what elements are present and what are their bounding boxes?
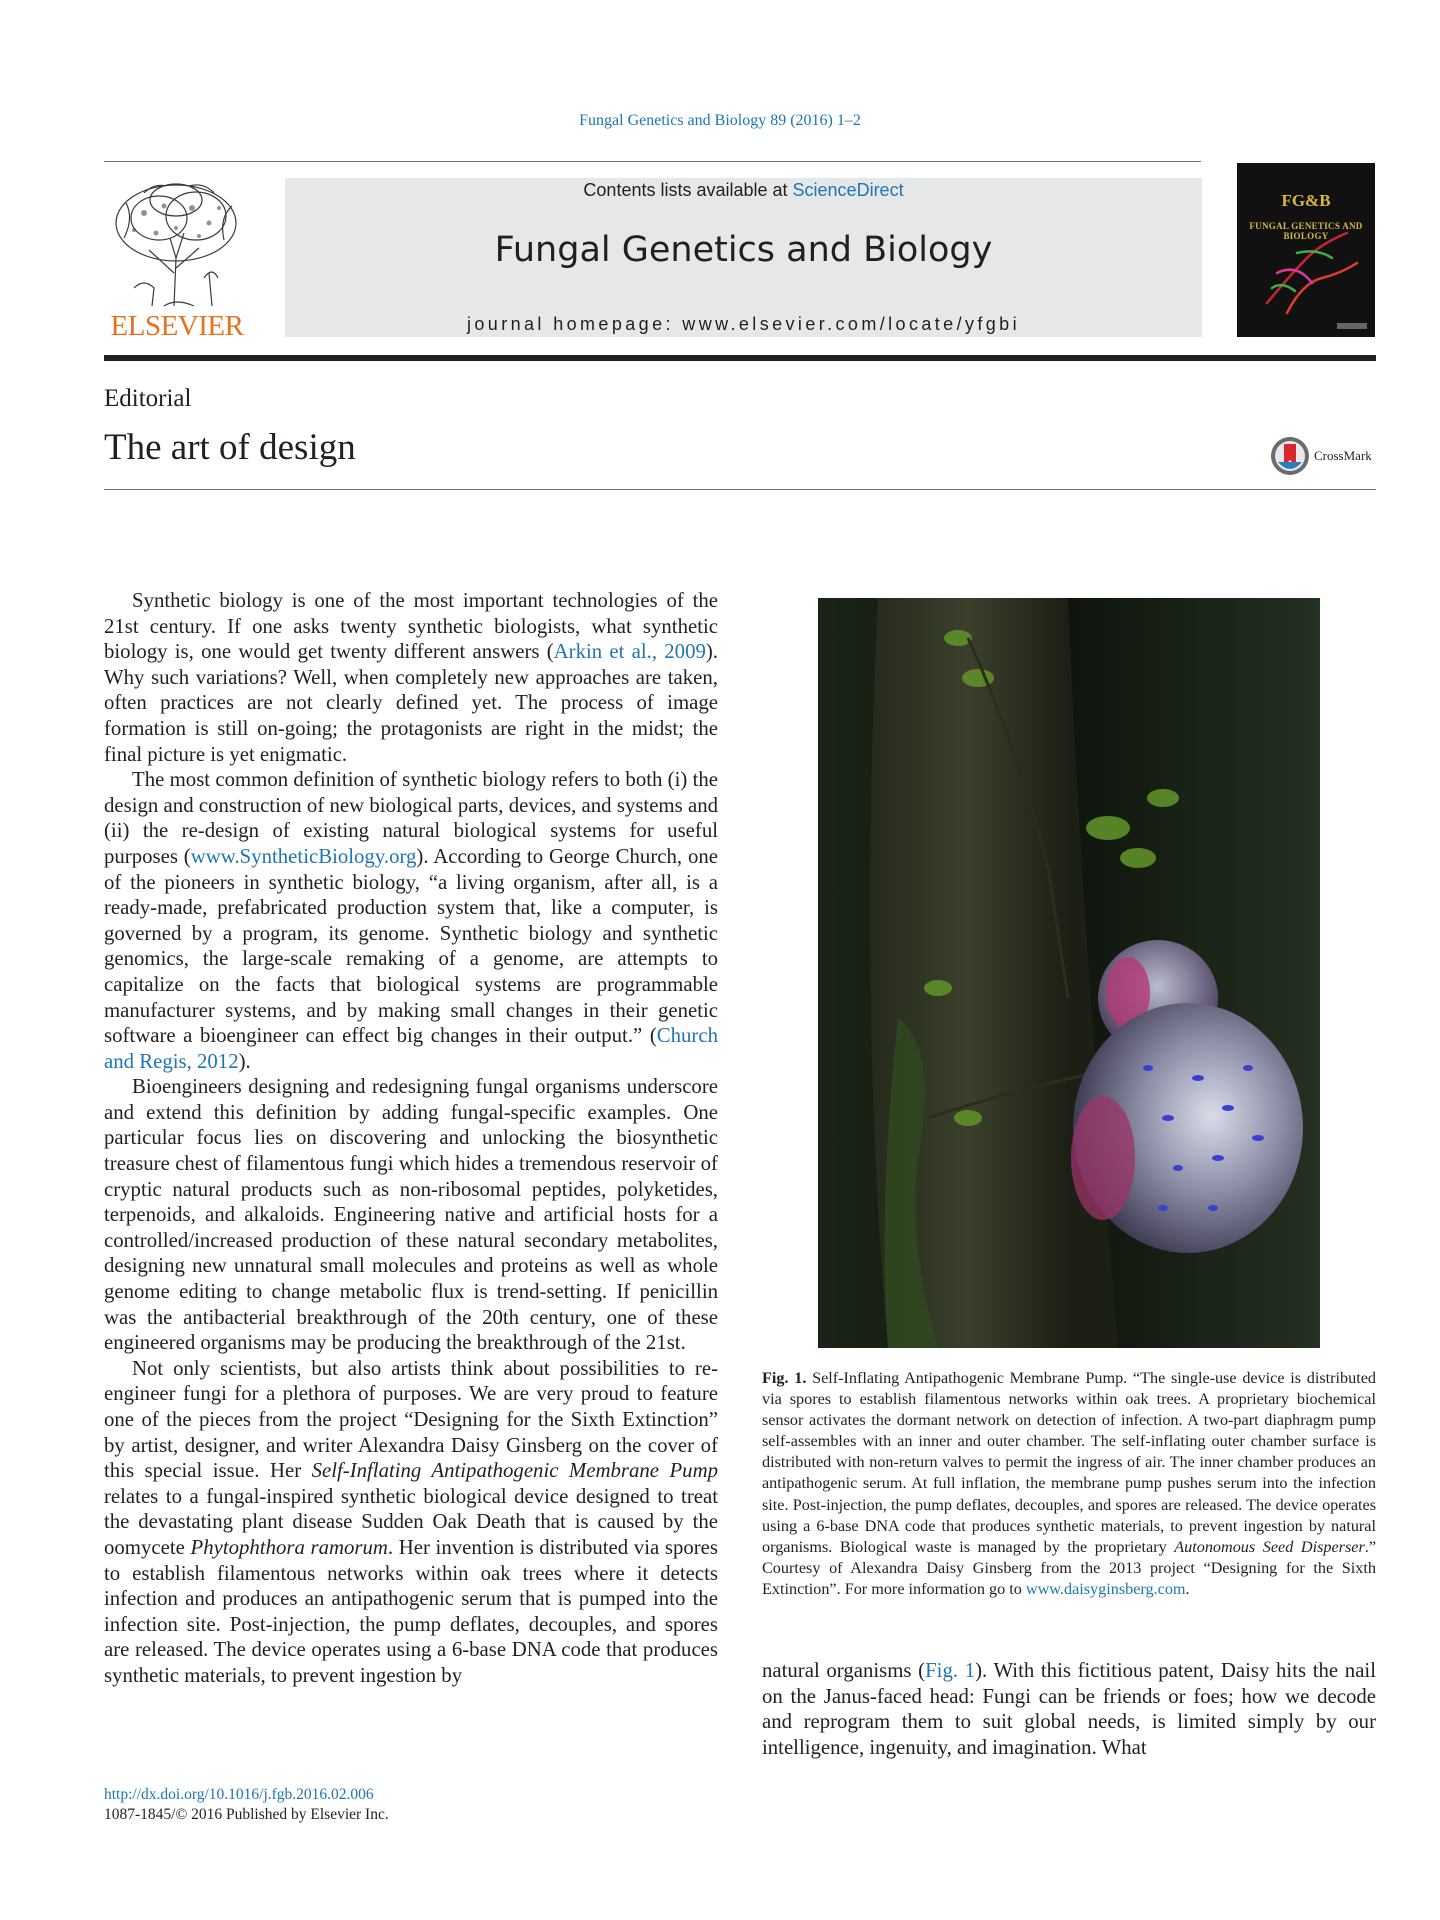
paragraph bbox=[104, 1356, 718, 1689]
figure-1-image bbox=[818, 598, 1320, 1348]
copyright-line: 1087-1845/© 2016 Published by Elsevier Inc. bbox=[104, 1806, 389, 1823]
cover-art-icon bbox=[1237, 163, 1375, 337]
title-rule bbox=[104, 489, 1376, 490]
inline-link[interactable]: www.daisyginsberg.com bbox=[1025, 1579, 1186, 1598]
figure-label: Fig. 1. bbox=[762, 1369, 807, 1387]
crossmark-badge[interactable] bbox=[1270, 436, 1376, 476]
journal-homepage[interactable]: journal homepage: www.elsevier.com/locate/yfgbi bbox=[466, 314, 1020, 334]
text-run: Not only scientists, but also artists think about possibilities to re-engineer fungi for a plethora of purposes. We are very proud to feature one of the pieces from the project “Designing for the Sixth Extinction” by artist, designer, and writer Alexandra Daisy Ginsberg on the cover of this special issue. Her bbox=[104, 1356, 718, 1483]
running-head[interactable]: Fungal Genetics and Biology 89 (2016) 1–2 bbox=[579, 112, 861, 129]
journal-title: Fungal Genetics and Biology bbox=[494, 230, 993, 270]
cover-subtitle: FUNGAL GENETICS AND BIOLOGY bbox=[1249, 221, 1363, 241]
text-run: natural organisms ( bbox=[762, 1659, 926, 1682]
body-left-column bbox=[104, 588, 718, 1689]
crossmark-icon bbox=[1270, 436, 1310, 476]
contents-line bbox=[285, 178, 1202, 202]
text-run: The most common definition of synthetic biology refers to both (i) the design and construction of new biological parts, devices, and systems and (ii) the re-design of existing natural biological systems for useful purposes ( bbox=[104, 768, 718, 868]
italic-text: Phytophthora ramorum bbox=[190, 1535, 388, 1559]
journal-cover-thumbnail[interactable] bbox=[1237, 163, 1375, 337]
figure-caption-text bbox=[762, 1369, 1376, 1598]
inline-link[interactable]: Church and Regis, 2012 bbox=[104, 1024, 718, 1073]
text-run: ). With this fictitious patent, Daisy hits the nail on the Janus-faced head: Fungi can be friends or foes; how we decode and reprogram them to suit global needs, is limited simply by our intelligence, ingenuity, and imagination. What bbox=[762, 1659, 1376, 1759]
journal-banner bbox=[285, 178, 1202, 337]
paragraph bbox=[104, 767, 718, 1074]
header-rule bbox=[104, 161, 1201, 162]
inline-link[interactable]: www.SyntheticBiology.org bbox=[190, 844, 417, 868]
figure-1-caption bbox=[762, 1368, 1376, 1600]
text-run: ). Why such variations? Well, when completely new approaches are taken, often practices are not clearly defined yet. The process of image formation is still on-going; the protagonists are right in the midst; the final picture is yet enigmatic. bbox=[104, 640, 718, 766]
text-run: . bbox=[1185, 1579, 1190, 1598]
article-title: The art of design bbox=[104, 427, 356, 468]
membrane-pump-photo-icon bbox=[818, 598, 1320, 1348]
italic-text: Autonomous Seed Disperser bbox=[1174, 1537, 1365, 1556]
body-right-column bbox=[762, 1658, 1376, 1760]
paragraph bbox=[104, 588, 718, 767]
banner-rule bbox=[104, 355, 1376, 361]
text-run: Self-Inflating Antipathogenic Membrane Pump. “The single-use device is distributed via spores to establish filamentous networks within oak trees. A proprietary biochemical sensor activates the dormant network on detection of infection. A two-part diaphragm pump self-assembles with an inner and outer chamber. The self-inflating outer chamber surface is distributed with non-return valves to permit the ingress of air. The inner chamber produces an antipathogenic serum. At full inflation, the membrane pump pushes serum into the infection site. Post-injection, the pump deflates, decouples, and spores are released. The device operates using a 6-base DNA code that produces synthetic materials, to prevent ingestion by natural organisms. Biological waste is managed by the proprietary bbox=[762, 1369, 1376, 1556]
doi-link[interactable]: http://dx.doi.org/10.1016/j.fgb.2016.02.006 bbox=[104, 1786, 374, 1803]
paragraph bbox=[762, 1659, 1376, 1759]
text-run: Bioengineers designing and redesigning fungal organisms underscore and extend this definition by adding fungal-specific examples. One particular focus lies on discovering and unlocking the biosynthetic treasure chest of filamentous fungi which hides a tremendous reservoir of cryptic natural products such as non-ribosomal peptides, polyketides, terpenoids, and alkaloids. Engineering native and artificial hosts for a controlled/increased production of these natural secondary metabolites, designing new unnatural small molecules and proteins as well as whole genome editing to change metabolic flux is trend-setting. If penicillin was the antibacterial breakthrough of the 20th century, one of these engineered organisms may be producing the breakthrough of the 21st. bbox=[104, 1075, 718, 1355]
elsevier-wordmark: ELSEVIER bbox=[110, 310, 244, 342]
cover-title: FG&B bbox=[1281, 191, 1331, 210]
footer bbox=[104, 1785, 389, 1825]
contents-prefix: Contents lists available at bbox=[583, 180, 793, 200]
elsevier-tree-icon bbox=[104, 178, 250, 308]
text-run: Synthetic biology is one of the most important technologies of the 21st century. If one asks twenty synthetic biologists, what synthetic biology is, one would get twenty different answers ( bbox=[104, 589, 718, 664]
sciencedirect-link[interactable]: ScienceDirect bbox=[792, 180, 904, 200]
article-type: Editorial bbox=[104, 385, 192, 412]
inline-link[interactable]: Arkin et al., 2009 bbox=[553, 640, 706, 664]
elsevier-logo[interactable] bbox=[104, 178, 250, 341]
inline-link[interactable]: Fig. 1 bbox=[925, 1659, 976, 1682]
crossmark-label: CrossMark bbox=[1314, 448, 1372, 463]
text-run: ). According to George Church, one of the pioneers in synthetic biology, “a living organism, after all, is a ready-made, prefabricated production system that, like a computer, is governed by a program, its genome. Synthetic biology and synthetic genomics, the large-scale remaking of a genome, are attempts to capitalize on the facts that biological systems are programmable manufacturer systems, and by making small changes in their genetic software a bioengineer can effect big changes in their output.” ( bbox=[104, 844, 718, 1048]
text-run: relates to a fungal-inspired synthetic biological device designed to treat the devastating plant disease Sudden Oak Death that is caused by the oomycete bbox=[104, 1484, 718, 1559]
text-run: . Her invention is distributed via spores to establish filamentous networks within oak trees where it detects infection and produces an antipathogenic serum that is pumped into the infection site. Post-injection, the pump deflates, decouples, and spores are released. The device operates using a 6-base DNA code that produces synthetic materials, to prevent ingestion by bbox=[104, 1535, 718, 1687]
text-run: .” Courtesy of Alexandra Daisy Ginsberg from the 2013 project “Designing for the Sixth Extinction”. For more information go to bbox=[762, 1537, 1376, 1598]
paragraph bbox=[104, 1074, 718, 1356]
text-run: ). bbox=[238, 1049, 251, 1073]
italic-text: Self-Inflating Antipathogenic Membrane Pump bbox=[311, 1459, 718, 1483]
